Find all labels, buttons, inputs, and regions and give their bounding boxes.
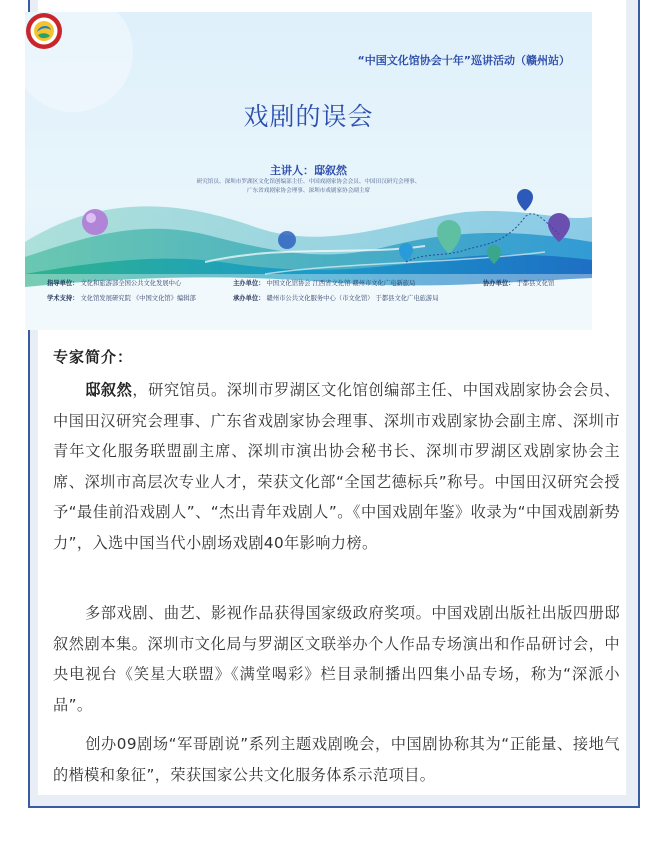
assist-unit-value: 于都县文化馆 [516,280,555,287]
expert-name: 邸叙然 [85,381,133,399]
host-unit-value: 中国文化馆协会 江西省文化馆 赣州市文化广电新旅局 [266,280,416,287]
association-logo [25,12,63,50]
speaker-bio-line-2: 广东省戏剧家协会理事、深圳市戏剧家协会副主席 [246,188,371,194]
campaign-title: “中国文化馆协会十年”巡讲活动（赣州站） [357,54,570,67]
guide-unit-value: 文化和旅游部全国公共文化发展中心 [80,280,182,287]
speaker-bio-banner [25,178,592,196]
speaker-label: 主讲人：邸叙然 [270,164,347,177]
assist-unit [483,278,554,287]
bio-paragraph-3 [53,729,620,790]
lecture-title: 戏剧的误会 [243,102,374,131]
academic-support-value: 文化馆发展研究院 《中国文化馆》编辑部 [80,295,196,302]
speaker-bio-line-1: 研究馆员、深圳市罗湖区文化馆创编部主任、中国戏剧家协会会员、中国田汉研究会理事、 [196,179,421,185]
guide-unit-label: 指导单位： [47,280,79,287]
host-unit [233,278,415,287]
organizer-unit [233,293,439,302]
bio-paragraph-1-text: ，研究馆员。深圳市罗湖区文化馆创编部主任、中国戏剧家协会会员、中国田汉研究会理事、广东省戏剧家协会理事、深圳市戏剧家协会副主席、深圳市青年文化服务联盟副主席、深圳市演出协会秘书长、深圳市罗湖区戏剧家协会主席、深圳市高层次专业人才，荣获文化部“全国艺德标兵”称号。中国田汉研究会授予“最佳前沿戏剧人”、“杰出青年戏剧人”。《中国戏剧年鉴》收录为“中国戏剧新势力”，入选中国当代小剧场戏剧40年影响力榜。 [53,381,620,552]
academic-support-label: 学术支持： [47,295,79,302]
organizer-unit-label: 承办单位： [233,295,265,302]
bio-paragraph-2 [53,598,620,720]
bio-paragraph-1 [53,375,620,558]
guide-unit [47,278,181,287]
host-unit-label: 主办单位： [233,280,265,287]
organizer-unit-value: 赣州市公共文化服务中心（市文化馆） 于都县文化广电旅游局 [266,295,439,302]
section-title: 专家简介： [53,348,134,366]
academic-support [47,293,196,302]
bio-paragraph-2-text: 多部戏剧、曲艺、影视作品获得国家级政府奖项。中国戏剧出版社出版四册邸叙然剧本集。深圳市文化局与罗湖区文联举办个人作品专场演出和作品研讨会，中央电视台《笑星大联盟》《满堂喝彩》栏目录制播出四集小品专场，称为“深派小品”。 [53,604,620,714]
event-banner [25,12,592,330]
assist-unit-label: 协办单位： [483,280,515,287]
bio-paragraph-3-text: 创办09剧场“军哥剧说”系列主题戏剧晚会，中国剧协称其为“正能量、接地气的楷模和象征”，荣获国家公共文化服务体系示范项目。 [53,735,620,784]
